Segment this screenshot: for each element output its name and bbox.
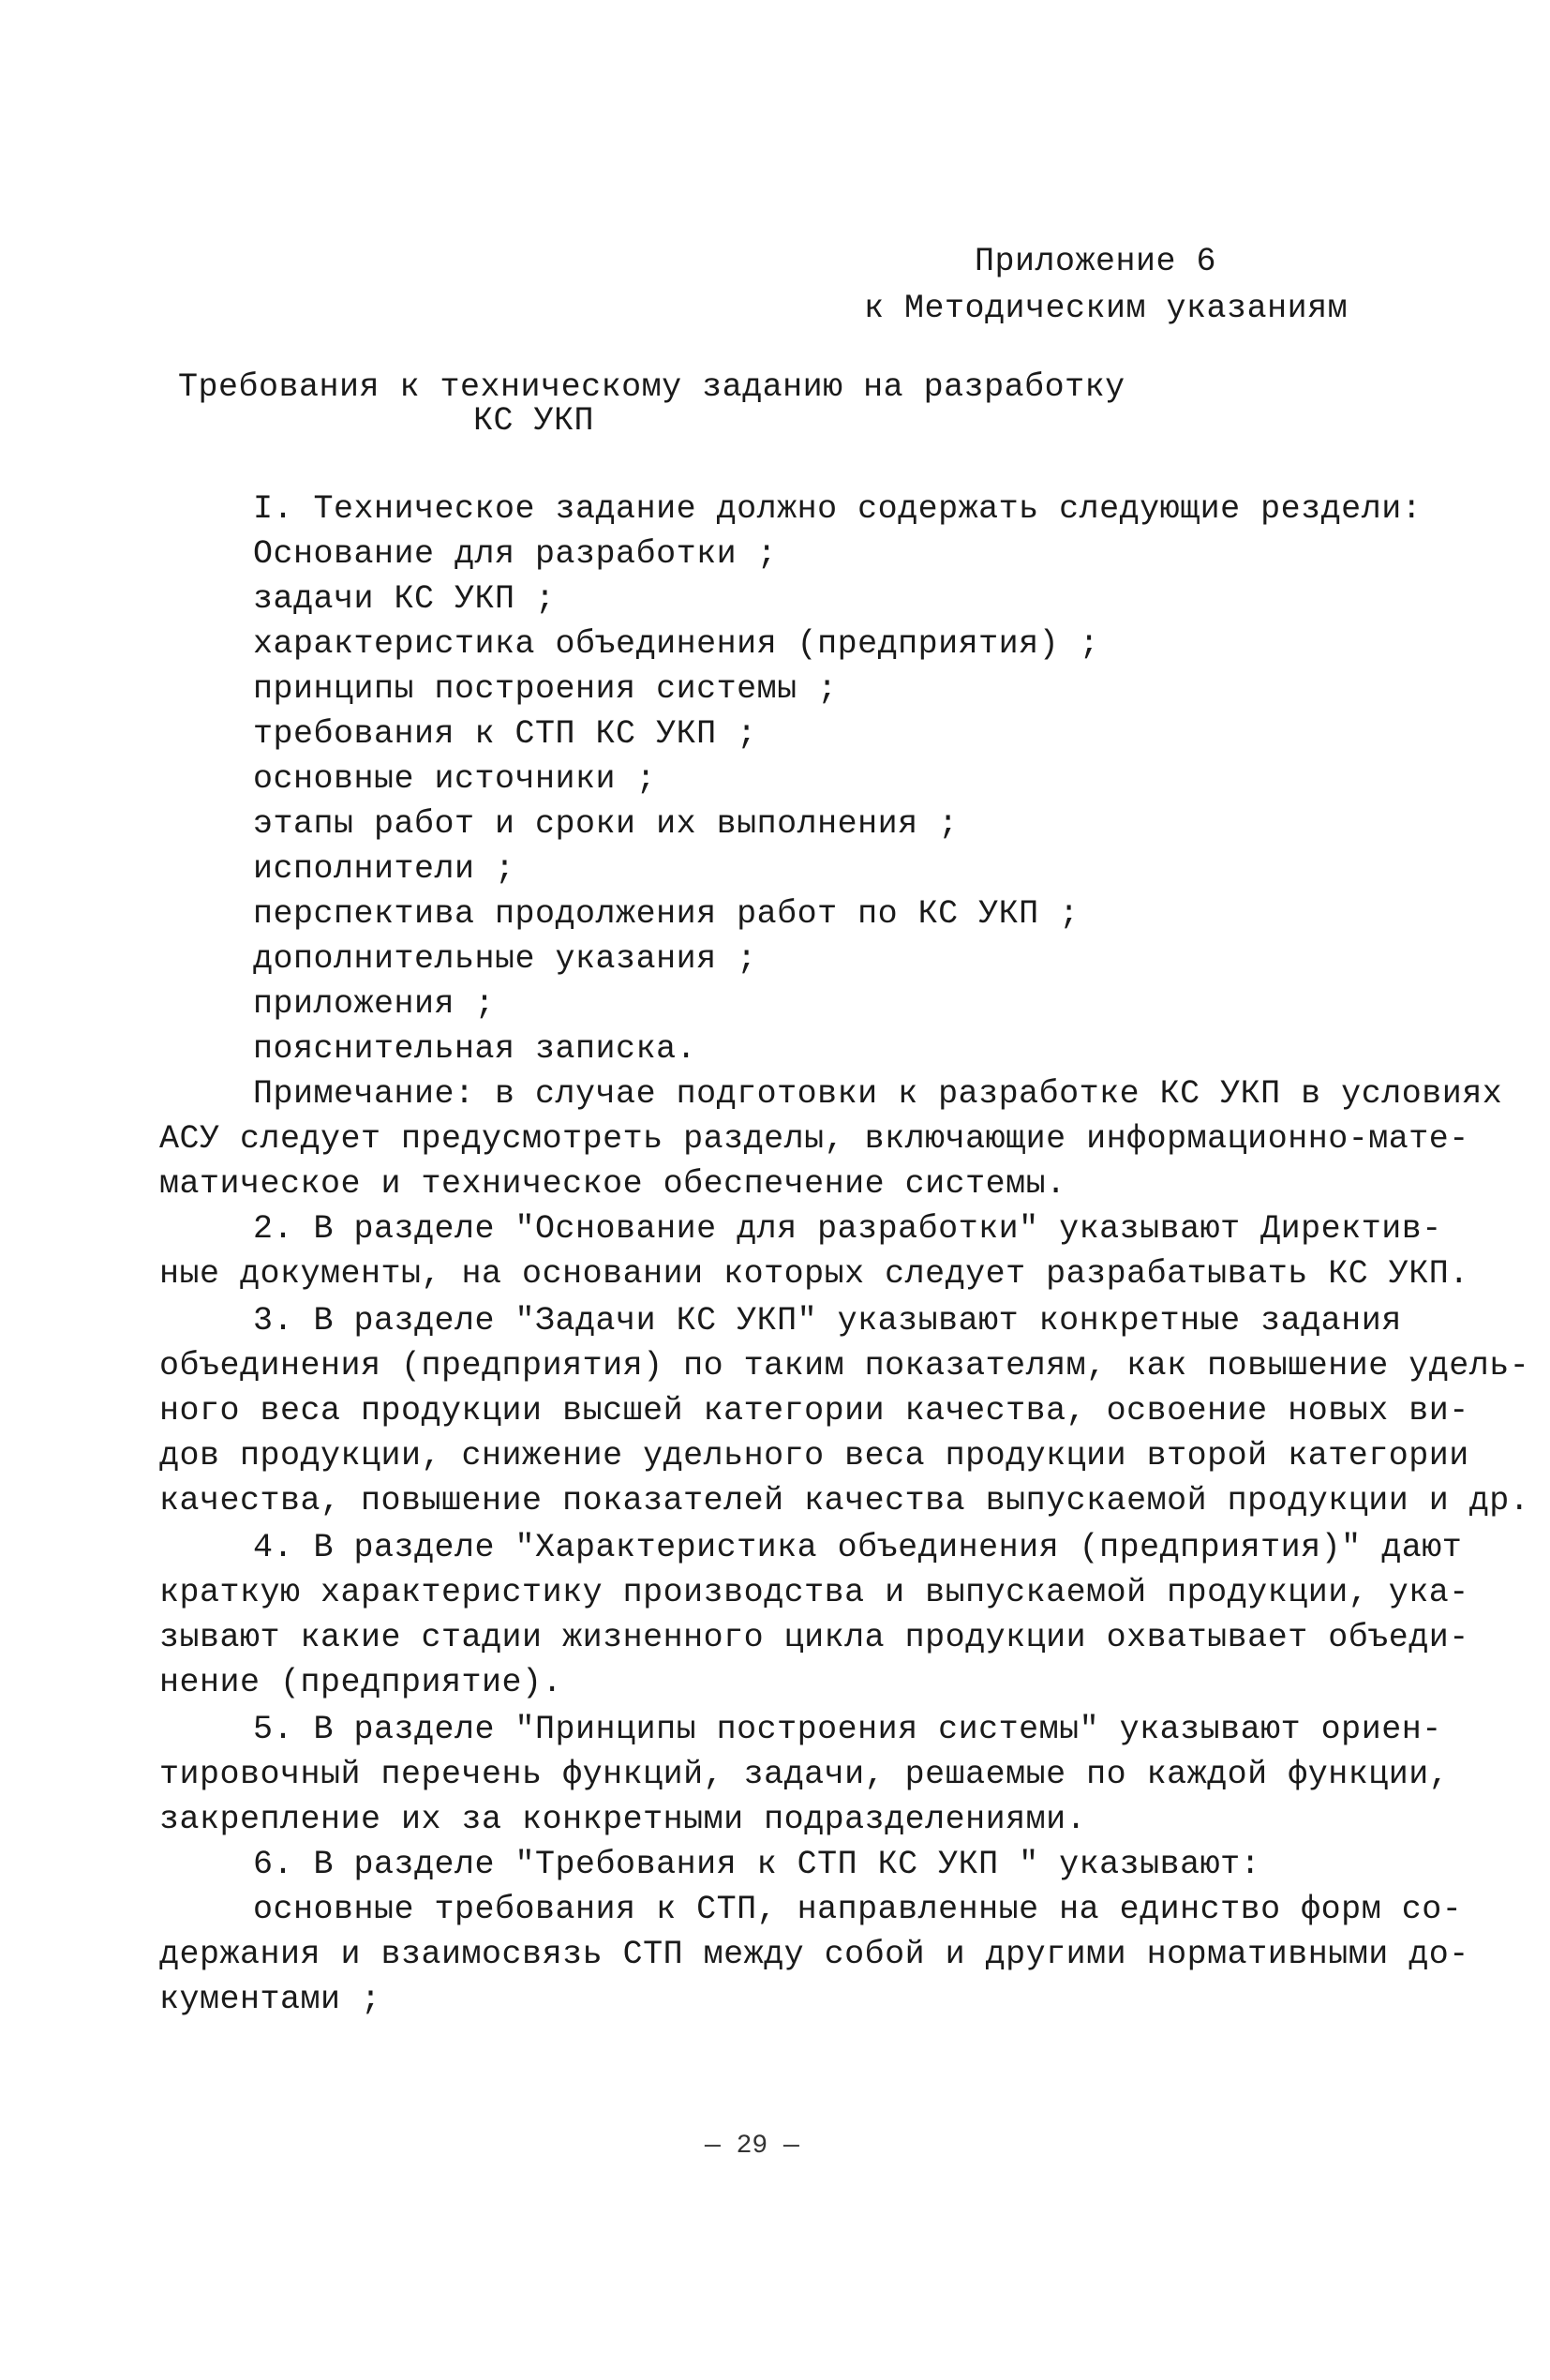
- list-item: исполнители ;: [253, 850, 515, 888]
- section-4-line: 4. В разделе "Характеристика объединения (предприятия)" дают: [253, 1529, 1463, 1566]
- section-5-line: тировочный перечень функций, задачи, решаемые по каждой функции,: [159, 1756, 1450, 1793]
- section-6-line: кументами ;: [159, 1981, 381, 2018]
- section-3-line: 3. В разделе "Задачи КС УКП" указывают конкретные задания: [253, 1302, 1402, 1340]
- section-5-line: закрепление их за конкретными подразделениями.: [159, 1801, 1087, 1838]
- section-1-intro: I. Техническое задание должно содержать следующие рездели:: [253, 490, 1423, 528]
- list-item: приложения ;: [253, 985, 496, 1023]
- list-item: Основание для разработки ;: [253, 535, 778, 573]
- section-6-line: держания и взаимосвязь СТП между собой и другими нормативными до-: [159, 1936, 1469, 1973]
- list-item: этапы работ и сроки их выполнения ;: [253, 805, 959, 843]
- section-3-line: дов продукции, снижение удельного веса продукции второй категории: [159, 1437, 1469, 1474]
- section-4-line: краткую характеристику производства и выпускаемой продукции, ука-: [159, 1574, 1469, 1611]
- section-4-line: нение (предприятие).: [159, 1664, 563, 1701]
- list-item: принципы построения системы ;: [253, 670, 838, 708]
- section-5-line: 5. В разделе "Принципы построения системы" указывают ориен-: [253, 1711, 1442, 1748]
- list-item: перспектива продолжения работ по КС УКП ;: [253, 895, 1080, 933]
- list-item: дополнительные указания ;: [253, 940, 757, 978]
- section-3-line: ного веса продукции высшей категории качества, освоение новых ви-: [159, 1392, 1469, 1429]
- section-4-line: зывают какие стадии жизненного цикла продукции охватывает объеди-: [159, 1619, 1469, 1656]
- section-3-line: качества, повышение показателей качества выпускаемой продукции и др.: [159, 1482, 1530, 1519]
- document-title-line2: КС УКП: [473, 402, 595, 440]
- note-line: матическое и техническое обеспечение системы.: [159, 1165, 1066, 1203]
- section-2-line: 2. В разделе "Основание для разработки" указывают Директив-: [253, 1210, 1442, 1248]
- appendix-subtitle: к Методическим указаниям: [864, 290, 1349, 327]
- section-6-line: основные требования к СТП, направленные на единство форм со-: [253, 1891, 1463, 1928]
- note-line: АСУ следует предусмотреть разделы, включающие информационно-мате-: [159, 1120, 1469, 1158]
- page-number: — 29 —: [705, 2132, 799, 2161]
- document-title: Требования к техническому заданию на разработку: [178, 368, 1125, 406]
- list-item: пояснительная записка.: [253, 1030, 697, 1068]
- note-line: Примечание: в случае подготовки к разработке КС УКП в условиях: [253, 1075, 1503, 1113]
- list-item: характеристика объединения (предприятия) ;: [253, 625, 1100, 663]
- list-item: задачи КС УКП ;: [253, 580, 556, 618]
- list-item: требования к СТП КС УКП ;: [253, 715, 757, 753]
- section-3-line: объединения (предприятия) по таким показателям, как повышение удель-: [159, 1347, 1530, 1385]
- section-2-line: ные документы, на основании которых следует разрабатывать КС УКП.: [159, 1255, 1469, 1293]
- section-6-line: 6. В разделе "Требования к СТП КС УКП " указывают:: [253, 1846, 1261, 1883]
- appendix-label: Приложение 6: [975, 243, 1217, 280]
- list-item: основные источники ;: [253, 760, 657, 798]
